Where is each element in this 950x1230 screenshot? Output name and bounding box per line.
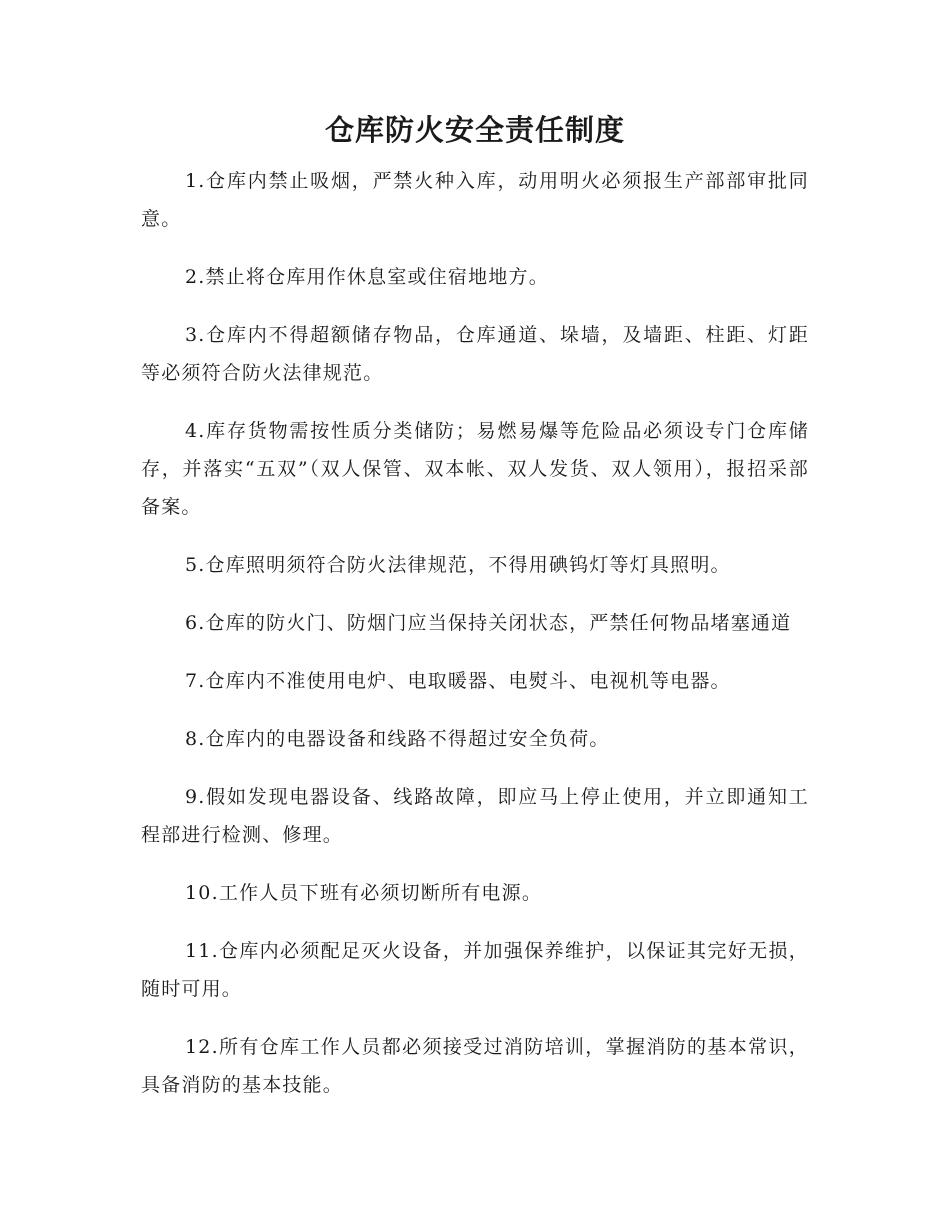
rule-paragraph-2: 2.禁止将仓库用作休息室或住宿地地方。 <box>185 266 549 288</box>
rule-paragraph-3: 3.仓库内不得超额储存物品，仓库通道、垛墙，及墙距、柱距、灯距等必须符合防火法律规范。 <box>141 324 809 384</box>
rule-paragraph-4: 4.库存货物需按性质分类储防；易燃易爆等危险品必须设专门仓库储存，并落实“五双”（双人保管、双本帐、双人发货、双人领用），报招采部备案。 <box>141 420 809 518</box>
rule-paragraph-6: 6.仓库的防火门、防烟门应当保持关闭状态，严禁任何物品堵塞通道 <box>185 612 792 634</box>
rule-paragraph-9: 9.假如发现电器设备、线路故障，即应马上停止使用，并立即通知工程部进行检测、修理。 <box>141 786 809 846</box>
rule-paragraph-8: 8.仓库内的电器设备和线路不得超过安全负荷。 <box>185 728 610 750</box>
rule-paragraph-7: 7.仓库内不准使用电炉、电取暖器、电熨斗、电视机等电器。 <box>185 670 731 692</box>
rule-paragraph-1: 1.仓库内禁止吸烟，严禁火种入库，动用明火必须报生产部部审批同意。 <box>141 170 809 230</box>
rule-paragraph-10: 10.工作人员下班有必须切断所有电源。 <box>185 882 543 904</box>
rule-paragraph-11: 11.仓库内必须配足灭火设备，并加强保养维护，以保证其完好无损，随时可用。 <box>141 940 809 1000</box>
rule-paragraph-12: 12.所有仓库工作人员都必须接受过消防培训，掌握消防的基本常识，具备消防的基本技能。 <box>141 1036 809 1096</box>
document-title: 仓库防火安全责任制度 <box>324 113 625 147</box>
rule-paragraph-5: 5.仓库照明须符合防火法律规范，不得用碘钨灯等灯具照明。 <box>185 554 731 576</box>
document-body <box>141 162 809 1124</box>
